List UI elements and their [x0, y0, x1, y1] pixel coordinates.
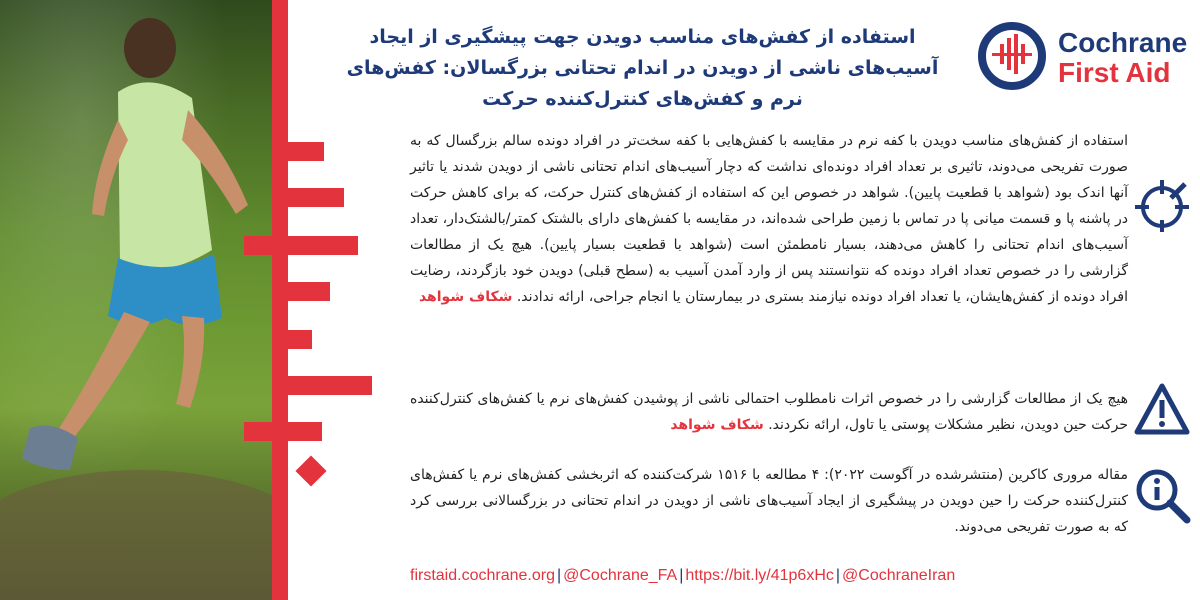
page-title: استفاده از کفش‌های مناسب دویدن جهت پیشگیری از ایجاد آسیب‌های ناشی از دویدن در اندام تحتانی بزرگسالان: کفش‌های نرم و کفش‌های کنترل‌کننده حرکت	[346, 26, 939, 110]
cochrane-emblem-icon	[978, 22, 1046, 90]
accent-tick	[244, 236, 358, 255]
footer-links	[410, 564, 1128, 588]
website-link[interactable]: firstaid.cochrane.org	[410, 567, 555, 584]
accent-tick	[288, 376, 372, 395]
runner-photo	[0, 0, 272, 600]
separator: |	[835, 567, 841, 584]
brand-name: Cochrane	[1058, 27, 1188, 58]
accent-tick	[288, 188, 344, 207]
brand-subname: First Aid	[1058, 57, 1171, 88]
short-url-link[interactable]: https://bit.ly/41p6xHc	[685, 567, 834, 584]
separator: |	[679, 567, 684, 584]
section-text: هیچ یک از مطالعات گزارشی را در خصوص اثرات نامطلوب احتمالی ناشی از پوشیدن کفش‌های نرم یا کفش‌های کنترل‌کننده حرکت حین دویدن، نظیر مشکلات پوستی یا تاول، ارائه نکردند.	[410, 391, 1128, 433]
warning-triangle-icon	[1133, 380, 1191, 438]
section-adverse-effects	[410, 386, 1128, 438]
section-text: مقاله مروری کاکرین (منتشرشده در آگوست ۲۰۲۲): ۴ مطالعه با ۱۵۱۶ شرکت‌کننده که اثربخشی کفش‌های نرم یا کفش‌های کنترل‌کننده حرکت را حین دویدن در پیشگیری از ایجاد آسیب‌های ناشی از دویدن در اندام تحتانی در بزرگسالانی بررسی کرد که به صورت تفریحی می‌دوند.	[410, 467, 1128, 535]
section-text: استفاده از کفش‌های مناسب دویدن با کفه نرم در مقایسه با کفش‌هایی با کفه سخت‌تر در افراد دونده سالم بزرگسال که به صورت تفریحی می‌دوند، تاثیری بر تعداد افراد دونده‌ای نداشت که دچار آسیب‌های اندام تحتانی ناشی از دویدن شدند یا تاثیر آنها اندک بود (شواهد با قطعیت پایین). شواهد در خصوص این که استفاده از کفش‌های کنترل حرکت، که برای کاهش حرکت در پاشنه پا و قسمت میانی پا در تماس با زمین طراحی شده‌اند، در مقایسه با کفش‌های دارای بالشتک کمتر/بالشتک‌دار، تعداد آسیب‌های اندام تحتانی را کاهش می‌دهند، بسیار نامطمئن است (شواهد با قطعیت بسیار پایین). هیچ یک از مطالعات گزارشی را در خصوص تعداد افراد دونده که نتوانستند پس از وارد آمدن آسیب به (سطح قبلی) دویدن خود بازگردند، رضایت افراد دونده از کفش‌هایشان، یا تعداد افراد دونده نیازمند بستری در بیمارستان یا انجام جراحی، ارائه ندادند.	[410, 133, 1128, 305]
cochrane-logo	[978, 22, 1188, 90]
accent-bar	[272, 0, 288, 600]
accent-tick	[288, 330, 312, 349]
accent-tick	[288, 142, 324, 161]
section-review-info	[410, 462, 1128, 540]
cochrane-iran-link[interactable]: @CochraneIran	[842, 567, 956, 584]
target-crosshair-icon	[1133, 176, 1191, 234]
twitter-handle-link[interactable]: @Cochrane_FA	[563, 567, 678, 584]
section-findings	[410, 128, 1128, 310]
runner-figure	[0, 0, 272, 600]
separator: |	[556, 567, 562, 584]
evidence-gap-label: شکاف شواهد	[670, 417, 764, 433]
evidence-gap-label: شکاف شواهد	[418, 289, 513, 305]
info-magnifier-icon	[1133, 466, 1191, 524]
accent-diamond	[295, 455, 326, 486]
accent-tick	[288, 282, 330, 301]
accent-tick	[244, 422, 322, 441]
